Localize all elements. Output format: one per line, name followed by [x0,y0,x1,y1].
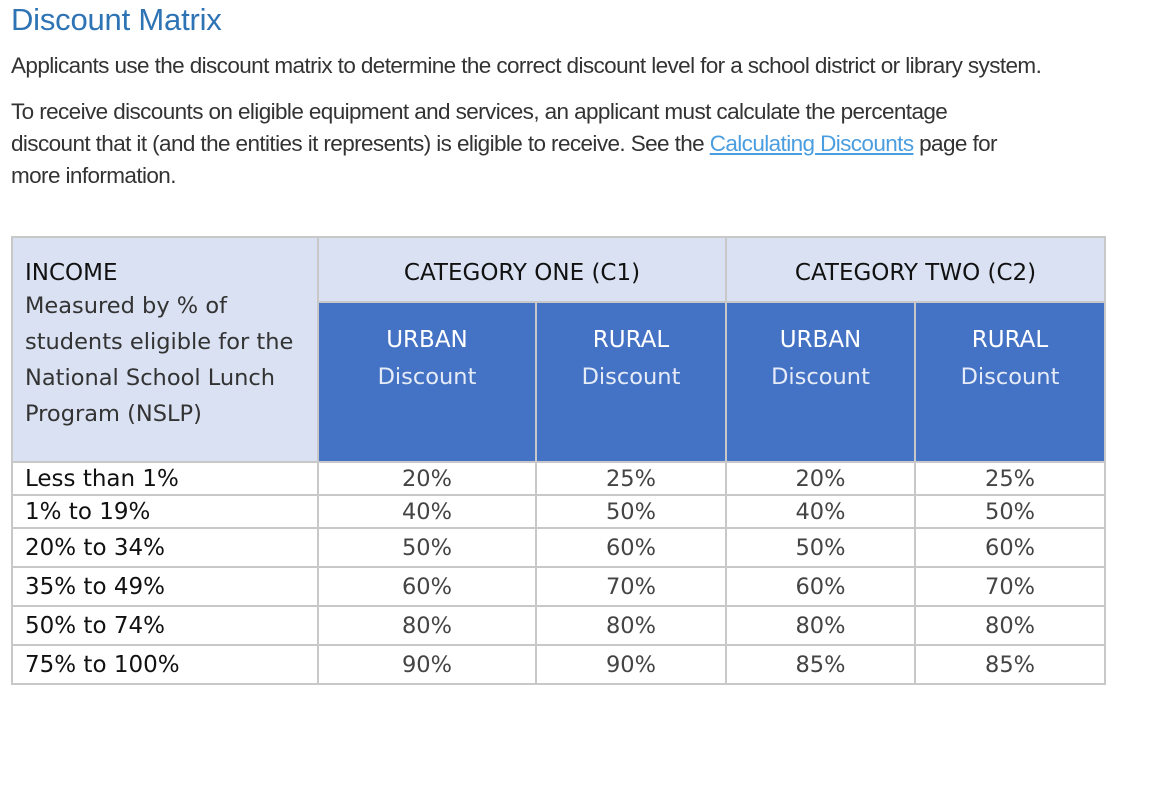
table-cell: 25% [536,462,726,495]
row-label: 1% to 19% [12,495,318,528]
table-cell: 50% [915,495,1105,528]
row-label: Less than 1% [12,462,318,495]
income-header [12,237,318,462]
row-label: 20% to 34% [12,528,318,567]
table-cell: 80% [318,606,536,645]
table-cell: 60% [726,567,915,606]
table-cell: 40% [726,495,915,528]
calculating-discounts-link[interactable]: Calculating Discounts [709,131,914,156]
table-row [12,495,1105,528]
table-cell: 85% [915,645,1105,684]
table-cell: 25% [915,462,1105,495]
table-cell: 20% [318,462,536,495]
income-header-description: Measured by % of students eligible for the National School Lunch Program (NSLP) [25,293,294,427]
table-row [12,462,1105,495]
c2-urban-header [726,302,915,462]
discount-matrix-table [11,236,1106,685]
category-two-header: CATEGORY TWO (C2) [726,237,1105,302]
table-cell: 80% [536,606,726,645]
income-header-title: INCOME [25,260,118,286]
table-cell: 20% [726,462,915,495]
table-cell: 70% [915,567,1105,606]
table-row [12,567,1105,606]
c2-rural-header [915,302,1105,462]
row-label: 35% to 49% [12,567,318,606]
table-cell: 50% [726,528,915,567]
column-sublabel: Discount [377,364,477,390]
table-row [12,528,1105,567]
table-cell: 80% [726,606,915,645]
row-label: 75% to 100% [12,645,318,684]
table-cell: 60% [318,567,536,606]
table-row [12,606,1105,645]
table-cell: 60% [536,528,726,567]
body-paragraph [11,96,1011,192]
column-sublabel: Discount [771,364,870,390]
column-sublabel: Discount [960,364,1060,390]
table-cell: 70% [536,567,726,606]
row-label: 50% to 74% [12,606,318,645]
c1-urban-header [318,302,536,462]
page-title: Discount Matrix [11,2,222,37]
column-sublabel: Discount [581,364,681,390]
table-cell: 85% [726,645,915,684]
body-text-after-link: page for more information. [11,131,997,188]
table-cell: 60% [915,528,1105,567]
body-text-before-link: To receive discounts on eligible equipment and services, an applicant must calculate the percentage discount that it (and the entities it represents) is eligible to receive. See the [11,99,948,156]
table-cell: 50% [536,495,726,528]
intro-paragraph: Applicants use the discount matrix to determine the correct discount level for a school district or library system. [11,53,1042,78]
table-cell: 90% [318,645,536,684]
column-label: RURAL [592,327,670,353]
column-label: URBAN [386,327,468,353]
column-label: RURAL [971,327,1049,353]
category-one-header: CATEGORY ONE (C1) [318,237,726,302]
table-cell: 90% [536,645,726,684]
table-cell: 80% [915,606,1105,645]
column-label: URBAN [779,327,862,353]
table-cell: 40% [318,495,536,528]
table-cell: 50% [318,528,536,567]
table-row [12,645,1105,684]
c1-rural-header [536,302,726,462]
